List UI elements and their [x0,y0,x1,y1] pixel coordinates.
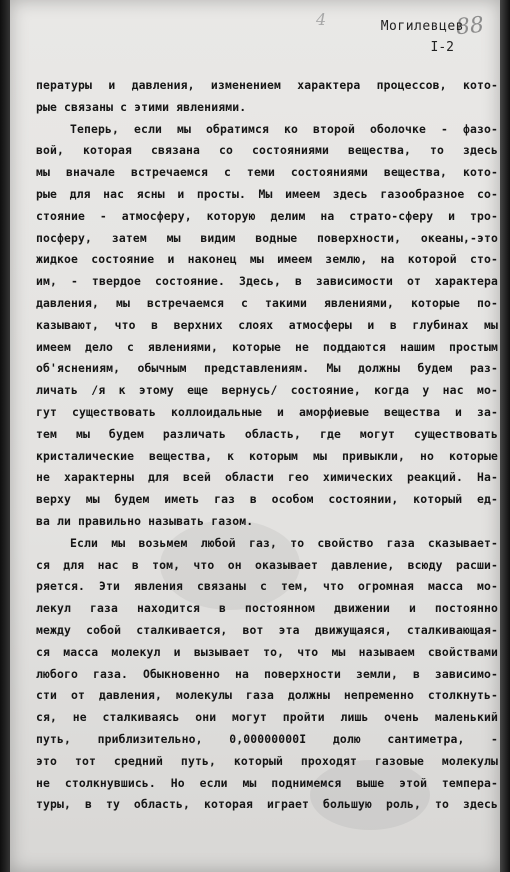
text-line: это тот средний путь, который проходят газовые молекулы [36,753,498,768]
text-line: путь, приблизительно, 0,00000000I долю сантиметра, - [36,731,498,746]
scan-edge-left [0,0,10,872]
text-line: вой, которая связана со состояниями вещества, то здесь [36,143,498,158]
text-line: тем мы будем различать область, где могут существовать [36,426,498,441]
archive-page-number: 88 [454,12,486,41]
author-name: Могилевцев [380,19,464,34]
typewritten-body [36,75,498,816]
text-line: имеем дело с явлениями, которые не поддаются нашим простым [36,339,498,354]
stamp-mark: 4 [316,10,327,29]
text-line: ся масса молекул и вызывает то, что мы называем свойствами [36,644,498,659]
text-line: посферу, затем мы видим водные поверхности, океаны,-это [36,230,498,245]
scan-edge-right [500,0,510,872]
text-line: туры, в ту область, которая играет большую роль, то здесь [36,797,498,812]
text-line: ся, не сталкиваясь они могут пройти лишь очень маленький [36,710,498,725]
text-line: между собой сталкивается, вот эта движущаяся, сталкивающая- [36,622,498,637]
document-page [10,0,500,872]
text-line: гут существовать коллоидальные и аморфиевые вещества и за- [36,404,498,419]
text-line: ва ли правильно называть газом. [36,513,254,528]
text-line: Теперь, если мы обратимся ко второй оболочке - фазо- [70,121,498,136]
text-line: не характерны для всей области гео химических реакций. На- [36,470,498,485]
text-line: мы вначале встречаемся с теми состояниями вещества, кото- [36,165,498,180]
page-header [381,16,464,58]
text-line: кристалические вещества, к которым мы привыкли, но которые [36,448,498,463]
text-line: стояние - атмосферу, которую делим на страто-сферу и тро- [36,208,498,223]
text-line: лекул газа находится в постоянном движении и постоянно [36,601,498,616]
text-line: сти от давления, молекулы газа должны непременно столкнуть- [36,688,498,703]
text-line: жидкое состояние и наконец мы имеем землю, на которой сто- [36,252,498,267]
text-line: любого газа. Обыкновенно на поверхности земли, в зависимо- [36,666,498,681]
text-line: ся для нас в том, что он оказывает давление, всюду расши- [36,557,498,572]
text-line: им, - твердое состояние. Здесь, в зависимости от характера [36,274,498,289]
text-line: личать /я к этому еще вернусь/ состояние, когда у нас мо- [36,383,498,398]
text-line: верху мы будем иметь газ в особом состоянии, который ед- [36,492,498,507]
text-line: ряется. Эти явления связаны с тем, что огромная масса мо- [36,579,498,594]
text-line: рые связаны с этими явлениями. [36,99,247,114]
text-line: казывают, что в верхних слоях атмосферы и в глубинах мы [36,317,498,332]
text-line: пературы и давления, изменением характера процессов, кото- [36,78,498,92]
text-line: рые для нас ясны и просты. Мы имеем здесь газообразное со- [36,186,498,201]
text-line: давления, мы встречаемся с такими явлениями, которые по- [36,295,498,310]
text-line: Если мы возьмем любой газ, то свойство газа сказывает- [70,535,498,550]
text-line: не столкнувшись. Но если мы поднимемся выше этой темпера- [36,775,498,790]
text-line: об'яснениям, обычным представлениям. Мы должны будем раз- [36,361,498,376]
page-number: I-2 [430,40,454,55]
